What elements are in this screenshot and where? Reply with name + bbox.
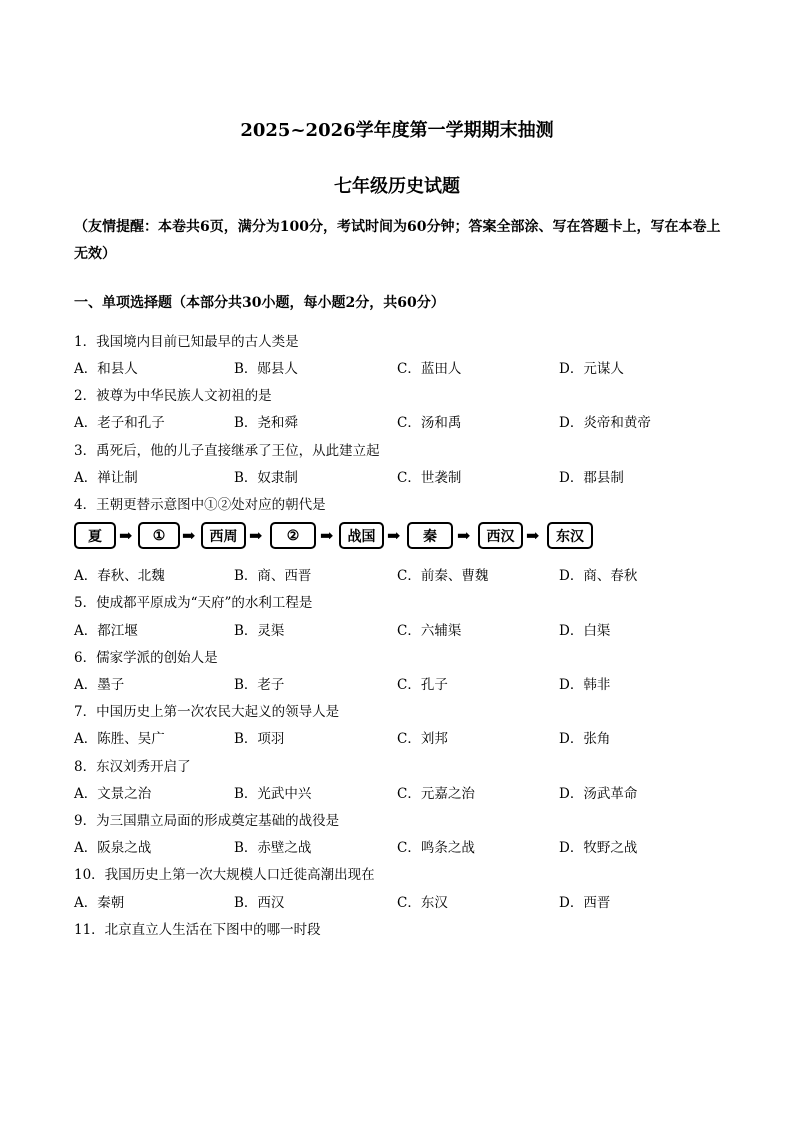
question-3-options	[74, 466, 734, 486]
question-8-option-a: A．文景之治	[74, 786, 152, 802]
question-3-option-a: A．禅让制	[74, 470, 138, 486]
flow-arrow-icon: ➡	[249, 526, 263, 545]
exam-subtitle: 七年级历史试题	[334, 176, 460, 197]
exam-title: 2025~2026学年度第一学期期末抽测	[240, 120, 554, 141]
question-2-option-d: D．炎帝和黄帝	[559, 415, 651, 431]
question-4-option-b: B．商、西晋	[234, 568, 312, 584]
question-1-options	[74, 357, 734, 377]
flow-arrow-icon: ➡	[457, 526, 471, 545]
dynasty-box-4: ②	[270, 522, 316, 549]
question-6-option-a: A．墨子	[74, 677, 125, 693]
question-5-option-c: C．六辅渠	[397, 623, 462, 639]
dynasty-box-8: 东汉	[547, 522, 593, 549]
question-1-option-c: C．蓝田人	[397, 361, 462, 377]
question-3-stem: 3．禹死后，他的儿子直接继承了王位，从此建立起	[74, 443, 380, 459]
question-4-option-a: A．春秋、北魏	[74, 568, 165, 584]
dynasty-box-7: 西汉	[478, 522, 523, 549]
question-1-option-d: D．元谋人	[559, 361, 624, 377]
dynasty-box-5: 战国	[339, 522, 384, 549]
question-9-stem: 9．为三国鼎立局面的形成奠定基础的战役是	[74, 813, 340, 829]
question-5-option-a: A．都江堰	[74, 623, 138, 639]
question-8-options	[74, 782, 734, 802]
exam-notice: （友情提醒：本卷共6页，满分为100分，考试时间为60分钟；答案全部涂、写在答题卡上，写在本卷上无效）	[74, 219, 721, 262]
question-1-option-a: A．和县人	[74, 361, 138, 377]
dynasty-flow-diagram	[74, 522, 714, 554]
question-10-option-b: B．西汉	[234, 895, 285, 911]
section-title: 一、单项选择题（本部分共30小题，每小题2分，共60分）	[74, 295, 445, 311]
question-6-option-c: C．孔子	[397, 677, 448, 693]
question-10-options	[74, 891, 734, 911]
question-3-option-d: D．郡县制	[559, 470, 624, 486]
dynasty-box-1: 夏	[74, 522, 116, 549]
question-6-option-d: D．韩非	[559, 677, 611, 693]
question-8-option-b: B．光武中兴	[234, 786, 312, 802]
question-8-stem: 8．东汉刘秀开启了	[74, 759, 191, 775]
question-2-option-c: C．汤和禹	[397, 415, 462, 431]
question-9-option-b: B．赤壁之战	[234, 840, 312, 856]
question-6-option-b: B．老子	[234, 677, 285, 693]
question-7-stem: 7．中国历史上第一次农民大起义的领导人是	[74, 704, 340, 720]
question-4-stem: 4．王朝更替示意图中①②处对应的朝代是	[74, 497, 326, 513]
flow-arrow-icon: ➡	[320, 526, 334, 545]
question-5-option-d: D．白渠	[559, 623, 611, 639]
question-10-stem: 10．我国历史上第一次大规模人口迁徙高潮出现在	[74, 867, 375, 883]
question-9-option-d: D．牧野之战	[559, 840, 638, 856]
question-2-option-b: B．尧和舜	[234, 415, 298, 431]
question-7-options	[74, 727, 734, 747]
question-3-option-b: B．奴隶制	[234, 470, 298, 486]
question-9-option-c: C．鸣条之战	[397, 840, 475, 856]
question-5-options	[74, 619, 734, 639]
question-1-stem: 1．我国境内目前已知最早的古人类是	[74, 334, 299, 350]
flow-arrow-icon: ➡	[526, 526, 540, 545]
question-7-option-c: C．刘邦	[397, 731, 448, 747]
question-5-stem: 5．使成都平原成为“天府”的水利工程是	[74, 595, 313, 611]
dynasty-box-6: 秦	[407, 522, 453, 549]
question-10-option-a: A．秦朝	[74, 895, 125, 911]
question-8-option-d: D．汤武革命	[559, 786, 638, 802]
question-11-stem: 11．北京直立人生活在下图中的哪一时段	[74, 922, 321, 938]
flow-arrow-icon: ➡	[119, 526, 133, 545]
dynasty-box-3: 西周	[201, 522, 246, 549]
question-8-option-c: C．元嘉之治	[397, 786, 475, 802]
question-2-options	[74, 411, 734, 431]
question-5-option-b: B．灵渠	[234, 623, 285, 639]
question-6-options	[74, 673, 734, 693]
flow-arrow-icon: ➡	[182, 526, 196, 545]
question-7-option-d: D．张角	[559, 731, 611, 747]
question-6-stem: 6．儒家学派的创始人是	[74, 650, 218, 666]
question-4-option-c: C．前秦、曹魏	[397, 568, 489, 584]
dynasty-box-2: ①	[138, 522, 180, 549]
question-2-stem: 2．被尊为中华民族人文初祖的是	[74, 388, 272, 404]
question-10-option-c: C．东汉	[397, 895, 448, 911]
question-7-option-a: A．陈胜、吴广	[74, 731, 165, 747]
question-10-option-d: D．西晋	[559, 895, 611, 911]
flow-arrow-icon: ➡	[387, 526, 401, 545]
question-9-options	[74, 836, 734, 856]
question-9-option-a: A．阪泉之战	[74, 840, 152, 856]
question-4-options	[74, 564, 734, 584]
question-2-option-a: A．老子和孔子	[74, 415, 165, 431]
question-7-option-b: B．项羽	[234, 731, 285, 747]
question-1-option-b: B．郧县人	[234, 361, 298, 377]
question-4-option-d: D．商、春秋	[559, 568, 638, 584]
question-3-option-c: C．世袭制	[397, 470, 462, 486]
